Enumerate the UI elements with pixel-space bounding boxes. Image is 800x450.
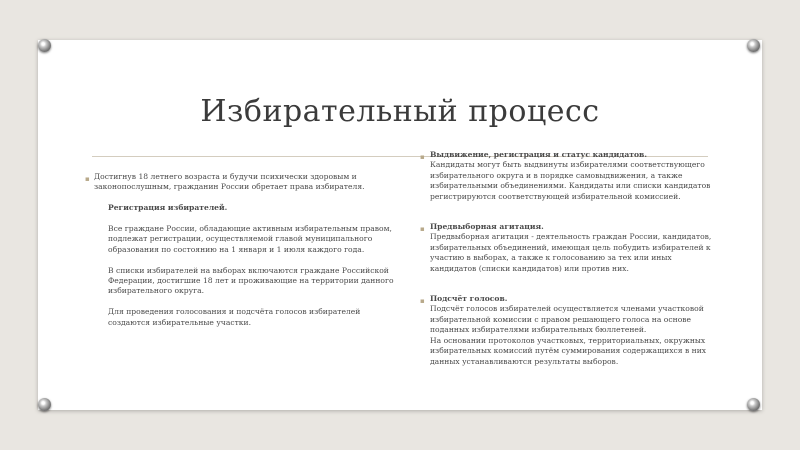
registration-paragraph-2: В списки избирателей на выборах включаются граждане Российской Федерации, достигшие 18 лет и проживающие на территории данного избирательного округа. <box>108 265 394 296</box>
pushpin-bottom-left <box>38 398 51 411</box>
nomination-section <box>416 150 716 202</box>
nomination-text: Кандидаты могут быть выдвинуты избирателями соответствующего избирательного округа и в порядке самовыдвижения, а также избирательными объединениями. Кандидаты или списки кандидатов регистрируются соответствующей избирательной комиссией. <box>430 160 711 201</box>
vote-count-text: Подсчёт голосов избирателей осуществляется членами участковой избирательной комиссии с правом решающего голоса на основе поданных избирателями избирательных бюллетеней. На основании протоколов участковых, территориальных, окружных избирательных комиссий путём суммирования содержащихся в них данных устанавливаются результаты выборов. <box>430 304 707 366</box>
right-column <box>416 150 716 367</box>
campaign-heading: Предвыборная агитация. <box>430 222 544 232</box>
pushpin-top-right <box>747 39 760 52</box>
registration-heading: Регистрация избирателей. <box>108 203 228 213</box>
intro-text: Достигнув 18 летнего возраста и будучи психически здоровым и законопослушным, гражданин России обретает права избирателя. <box>94 172 365 192</box>
bullet-icon: ▪ <box>85 175 90 183</box>
nomination-heading: Выдвижение, регистрация и статус кандидатов. <box>430 150 647 159</box>
registration-paragraph-3: Для проведения голосования и подсчёта голосов избирателей создаются избирательные участки. <box>108 307 361 327</box>
vote-count-heading: Подсчёт голосов. <box>430 294 508 304</box>
pushpin-top-left <box>38 39 51 52</box>
bullet-icon: ▪ <box>420 153 425 161</box>
vote-count-section <box>416 294 716 367</box>
bullet-icon: ▪ <box>420 225 425 234</box>
slide-title: Избирательный процесс <box>200 94 600 129</box>
pushpin-bottom-right <box>747 398 760 411</box>
bullet-icon: ▪ <box>420 297 425 306</box>
registration-paragraph-1: Все граждане России, обладающие активным избирательным правом, подлежат регистрации, осуществляемой главой муниципального образования по состоянию на 1 января и 1 июля каждого года. <box>108 224 392 254</box>
left-column <box>85 172 394 328</box>
campaign-text: Предвыборная агитация - деятельность граждан России, кандидатов, избирательных объединений, имеющая цель побудить избирателей к участию в выборах, а также к голосованию за тех или иных кандидатов (списки кандидатов) или против них. <box>430 232 712 273</box>
campaign-section <box>416 222 716 274</box>
